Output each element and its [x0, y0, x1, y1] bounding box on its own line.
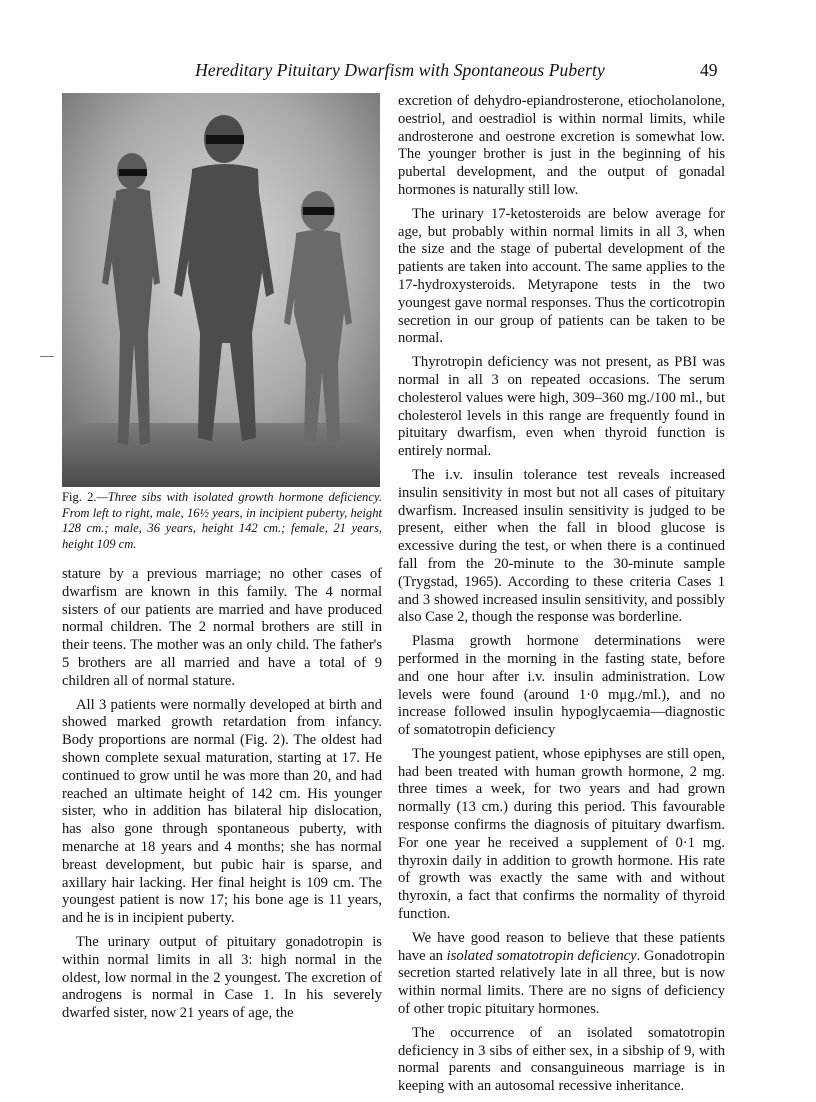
left-column: [62, 566, 382, 1029]
figure-caption-text: —Three sibs with isolated growth hormone deficiency. From left to right, male, 16½ years, in incipient puberty, height 128 cm.; male, 36 years, height 142 cm.; female, 21 years, height 109 cm.: [62, 490, 382, 551]
right-paragraph-3: Thyrotropin deficiency was not present, as PBI was normal in all 3 on repeated occasions. The serum cholesterol values were high, 309–360 mg./100 ml., but cholesterol levels in this range are frequently found in pituitary dwarfism, even when thyroid function is entirely normal.: [398, 354, 725, 460]
right-paragraph-4: The i.v. insulin tolerance test reveals increased insulin sensitivity in most but not all cases of pituitary dwarfism. Increased insulin sensitivity is judged to be present, either when the fall in blood glucose is excessive during the test, or when there is a continued fall from the 20-minute to the 30-minute sample (Trygstad, 1965). According to these criteria Cases 1 and 3 showed increased insulin sensitivity, and possibly also Case 2, though the response was borderline.: [398, 466, 725, 626]
p7-italic-term: isolated somatotropin deficiency: [446, 947, 637, 964]
figure-caption: [62, 490, 382, 552]
right-paragraph-7: [398, 930, 725, 1019]
right-paragraph-8: The occurrence of an isolated somatotropin deficiency in 3 sibs of either sex, in a sibship of 9, with normal parents and consanguineous marriage is in keeping with an autosomal recessive inheritance.: [398, 1024, 725, 1095]
p7-text-end: . Gonadotropin secretion started relatively late in all three, but is now within normal limits. There are no signs of deficiency of other tropic pituitary hormones.: [398, 947, 725, 1018]
right-paragraph-2: The urinary 17-ketosteroids are below average for age, but probably within normal limits in all 3, when the size and the stage of pubertal development of the patients are taken into account. The same applies to the 17-hydroxysteroids. Metyrapone tests in the two youngest gave normal responses. Thus the corticotropin secretion in our group of patients can be taken to be normal.: [398, 205, 725, 347]
right-paragraph-6: The youngest patient, whose epiphyses are still open, had been treated with human growth hormone, 2 mg. three times a week, for two years and had grown normally (13 cm.) during this period. This favourable response confirms the diagnosis of pituitary dwarfism. For one year he received a supplement of 0·1 mg. thyroxin daily in addition to growth hormone. His rate of growth was exactly the same with and without thyroxin, a fact that confirms the normality of thyroid function.: [398, 745, 725, 923]
p7-text-start: We have good reason to believe that these patients have an: [398, 929, 725, 964]
figure-label: Fig. 2.: [62, 490, 97, 504]
left-paragraph-1: stature by a previous marriage; no other cases of dwarfism are known in this family. The 4 normal sisters of our patients are married and have produced normal children. The 2 normal brothers are still in their teens. The mother was an only child. The father's 5 brothers are all married and have a total of 9 children all of normal stature.: [62, 566, 382, 689]
right-paragraph-1: excretion of dehydro-epiandrosterone, etiocholanolone, oestriol, and oestradiol is within normal limits, while androsterone and oestrone excretion is somewhat low. The younger brother is just in the beginning of his pubertal development, and the output of gonadal hormones is naturally still low.: [398, 93, 725, 198]
left-paragraph-3: The urinary output of pituitary gonadotropin is within normal limits in all 3: high normal in the oldest, low normal in the 2 youngest. The excretion of androgens is normal in Case 1. In his severely dwarfed sister, now 21 years of age, the: [62, 933, 382, 1022]
running-head: Hereditary Pituitary Dwarfism with Spontaneous Puberty: [195, 60, 605, 80]
left-paragraph-2: All 3 patients were normally developed at birth and showed marked growth retardation from infancy. Body proportions are normal (Fig. 2). The oldest had shown complete sexual maturation, starting at 17. He continued to grow until he was more than 20, and had reached an ultimate height of 142 cm. His younger sister, who in addition has bilateral hip dislocation, has also gone through spontaneous puberty, with menarche at 18 years and 4 months; she has normal breast development, but pubic hair is sparse, and axillary hair lacking. Her final height is 109 cm. The youngest patient is now 17; his bone age is 11 years, and he is in incipient puberty.: [62, 696, 382, 927]
page-number: 49: [700, 60, 718, 80]
margin-mark: [40, 356, 54, 357]
right-paragraph-5: Plasma growth hormone determinations were performed in the morning in the fasting state, before and one hour after i.v. insulin administration. Low levels were found (around 1·0 mμg./ml.), and no increase followed insulin hypoglycaemia—diagnostic of somatotropin deficiency: [398, 633, 725, 739]
right-column: [398, 93, 725, 1102]
figure-photograph: [62, 93, 380, 487]
